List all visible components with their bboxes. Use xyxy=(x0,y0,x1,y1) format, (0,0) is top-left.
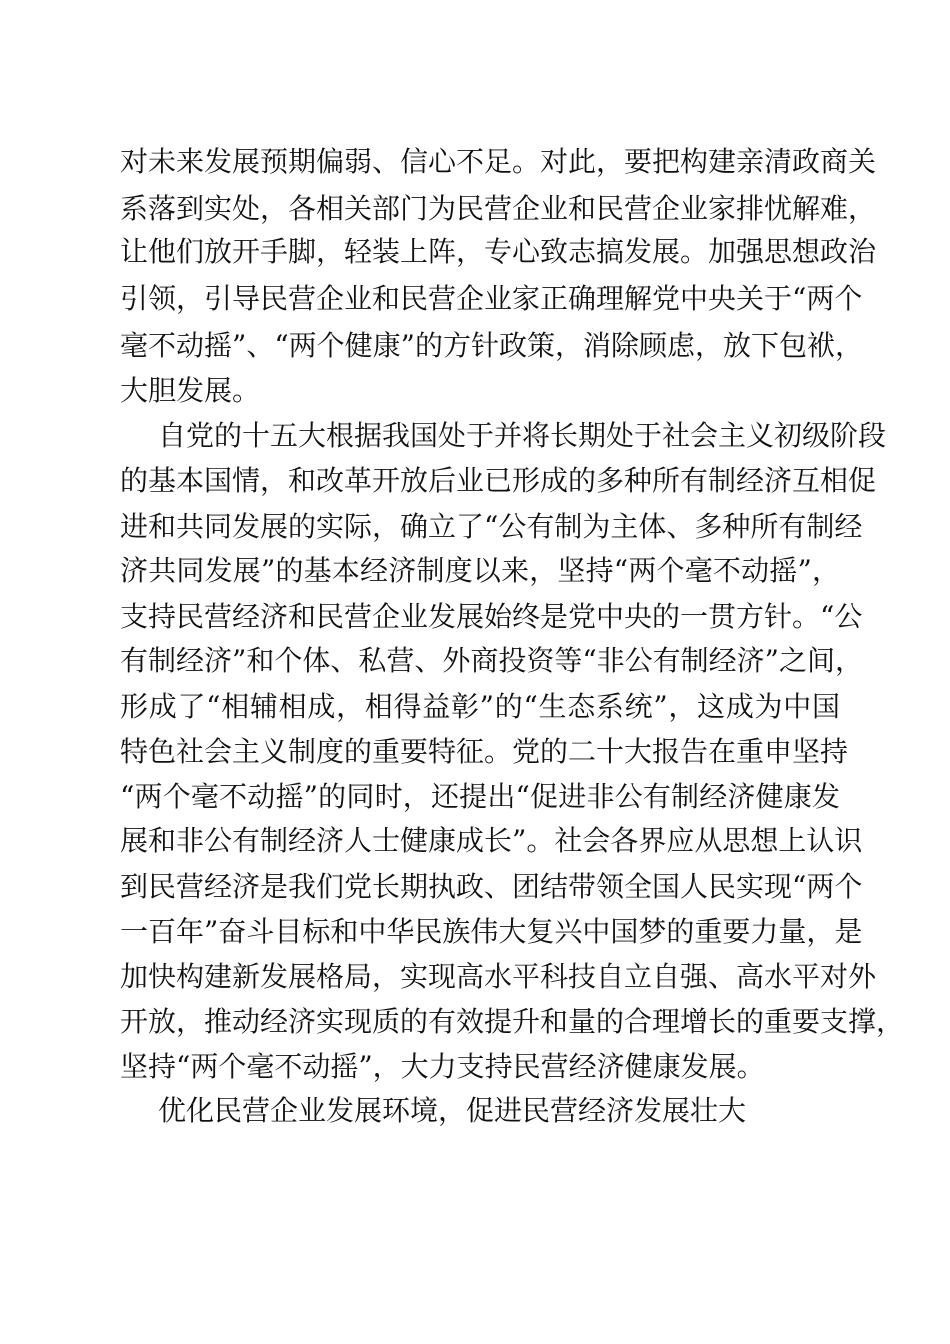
paragraph-1-line: 引领，引导民营企业和民营企业家正确理解党中央关于“两个 xyxy=(120,282,863,315)
paragraph-1-line: 系落到实处，各相关部门为民营企业和民营企业家排忧解难， xyxy=(120,192,877,225)
paragraph-2-line: 的基本国情，和改革开放后业已形成的多种所有制经济互相促 xyxy=(120,464,877,497)
paragraph-2-line: 形成了“相辅相成，相得益彰”的“生态系统”，这成为中国 xyxy=(120,690,840,723)
paragraph-2-line: 坚持“两个毫不动摇”，大力支持民营经济健康发展。 xyxy=(120,1050,765,1083)
paragraph-1-line: 大胆发展。 xyxy=(120,374,261,407)
paragraph-2-line: 自党的十五大根据我国处于并将长期处于社会主义初级阶段 xyxy=(158,419,887,452)
paragraph-2-line: “两个毫不动摇”的同时，还提出“促进非公有制经济健康发 xyxy=(120,780,840,813)
paragraph-2-line: 济共同发展”的基本经济制度以来，坚持“两个毫不动摇”， xyxy=(120,554,840,587)
paragraph-2-line: 展和非公有制经济人士健康成长”。社会各界应从思想上认识 xyxy=(120,824,863,857)
paragraph-2-line: 有制经济”和个体、私营、外商投资等“非公有制经济”之间， xyxy=(120,644,863,677)
paragraph-2-line: 支持民营经济和民营企业发展始终是党中央的一贯方针。“公 xyxy=(120,600,863,633)
section-heading: 优化民营企业发展环境，促进民营经济发展壮大 xyxy=(158,1094,747,1127)
paragraph-1-line: 让他们放开手脚，轻装上阵，专心致志搞发展。加强思想政治 xyxy=(120,235,877,268)
paragraph-2-line: 一百年”奋斗目标和中华民族伟大复兴中国梦的重要力量，是 xyxy=(120,915,863,948)
paragraph-2-line: 开放，推动经济实现质的有效提升和量的合理增长的重要支撑， xyxy=(120,1005,905,1038)
paragraph-2-line: 加快构建新发展格局，实现高水平科技自立自强、高水平对外 xyxy=(120,960,877,993)
paragraph-2-line: 特色社会主义制度的重要特征。党的二十大报告在重申坚持 xyxy=(120,735,849,768)
paragraph-1-line: 对未来发展预期偏弱、信心不足。对此，要把构建亲清政商关 xyxy=(120,145,877,178)
paragraph-2-line: 到民营经济是我们党长期执政、团结带领全国人民实现“两个 xyxy=(120,870,863,903)
paragraph-1-line: 毫不动摇”、“两个健康”的方针政策，消除顾虑，放下包袱， xyxy=(120,329,863,362)
paragraph-2-line: 进和共同发展的实际，确立了“公有制为主体、多种所有制经 xyxy=(120,510,863,543)
